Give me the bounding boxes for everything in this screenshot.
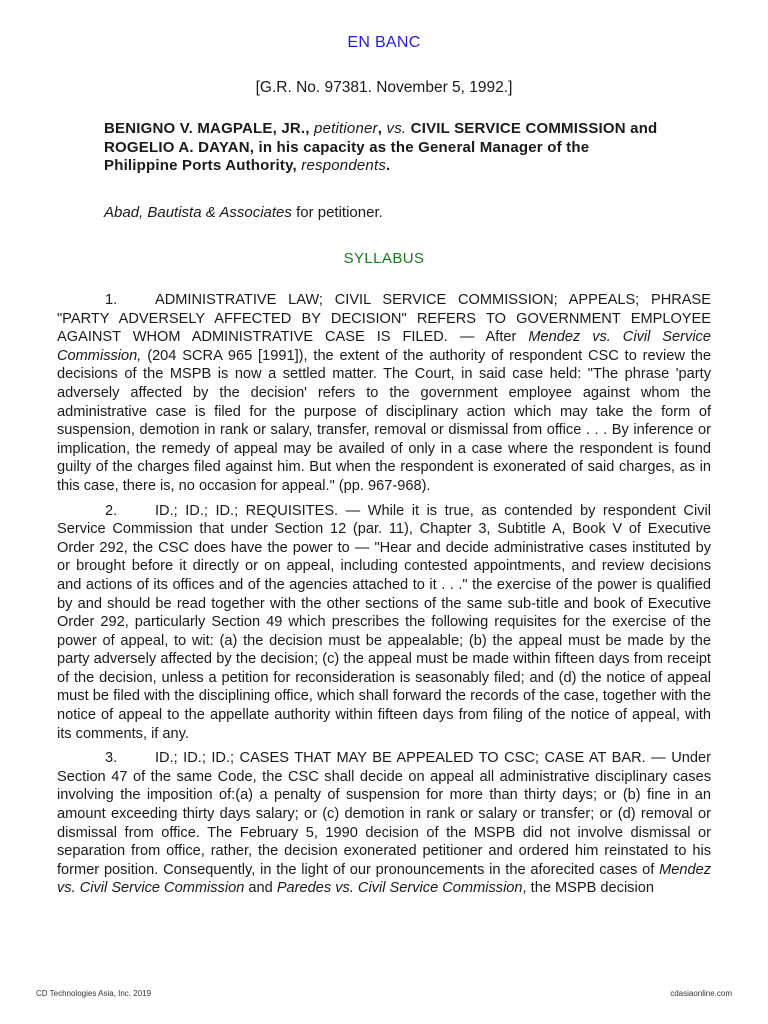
gr-number: [G.R. No. 97381. November 5, 1992.] bbox=[255, 79, 513, 96]
syllabus-item-2 bbox=[57, 502, 711, 744]
item-text: ADMINISTRATIVE LAW; CIVIL SERVICE COMMISSION; APPEALS; PHRASE "PARTY ADVERSELY AFFECTED BY DECISION" REFERS TO GOVERNMENT EMPLOYEE AGAINST WHOM ADMINISTRATIVE CASE IS FILED. — After bbox=[57, 292, 711, 346]
footer-site: cdasiaonline.com bbox=[670, 989, 732, 998]
item-text: , the MSPB decision bbox=[522, 880, 654, 897]
counsel-firm: Abad, Bautista & Associates bbox=[104, 204, 292, 221]
counsel-role: for petitioner. bbox=[296, 204, 383, 221]
division-heading: EN BANC bbox=[347, 34, 421, 51]
case-reference: Mendez vs. Civil Service Commission, bbox=[57, 329, 711, 364]
item-text: ID.; ID.; ID.; REQUISITES. — While it is true, as contended by respondent Civil Service Commission that under Section 12 (par. 11), Chapter 3, Subtitle A, Book V of Executive Order 292, the CSC does have the power to — "Hear and decide administrative cases instituted by or brought before it directly or on appeal, including contested appointments, and review decisions and actions of its offices and of the agencies attached to it . . ." the exercise of the power is qualified by and should be read together with the other sections of the same sub-title and book of Executive Order 292, particularly Section 49 which prescribes the following requisites for the exercise of the power of appeal, to wit: (a) the decision must be appealable; (b) the appeal must be made by the party adversely affected by the decision; (c) the appeal must be made within fifteen days from receipt of the decision, unless a petition for reconsideration is seasonably filed; and (d) the notice of appeal must be filed with the disciplining office, which shall forward the records of the case, together with the notice of appeal to the appellate authority within fifteen days from filing of the notice of appeal, with its comments, if any. bbox=[57, 502, 711, 742]
item-number: 3. bbox=[105, 750, 118, 767]
item-text: ID.; ID.; ID.; CASES THAT MAY BE APPEALED TO CSC; CASE AT BAR. — Under Section 47 of the same Code, the CSC shall decide on appeal all administrative disciplinary cases involving the imposition of:(a) a penalty of suspension for more than thirty days; or (b) fine in an amount exceeding thirty days salary; or (c) demotion in rank or salary or transfer; or (d) removal or dismissal from office. The February 5, 1990 decision of the MSPB did not involve dismissal or separation from office, rather, the decision exonerated petitioner and ordered him reinstated to his former position. Consequently, in the light of our pronouncements in the aforecited cases of bbox=[57, 750, 711, 878]
versus: vs. bbox=[386, 120, 407, 137]
syllabus-item-1 bbox=[57, 291, 711, 496]
item-number: 1. bbox=[105, 292, 118, 308]
respondents-role: respondents bbox=[301, 157, 387, 174]
footer-copyright: CD Technologies Asia, Inc. 2019 bbox=[36, 989, 152, 998]
syllabus-item-3 bbox=[57, 749, 711, 898]
syllabus-body bbox=[57, 291, 711, 904]
petitioner-name: BENIGNO V. MAGPALE, JR., bbox=[104, 120, 310, 137]
syllabus-heading: SYLLABUS bbox=[343, 250, 425, 267]
counsel-line bbox=[104, 204, 383, 221]
item-joiner: and bbox=[248, 880, 273, 897]
petitioner-role: petitioner bbox=[314, 120, 378, 137]
respondents-text: CIVIL SERVICE COMMISSION and ROGELIO A. DAYAN, in his capacity as the General Manager of the Philippine Ports Authority, bbox=[104, 120, 658, 174]
case-caption: BENIGNO V. MAGPALE, JR., petitioner, vs. CIVIL SERVICE COMMISSION and ROGELIO A. DAYAN, in his capacity as the General Manager of the Philippine Ports Authority, respondents. bbox=[104, 120, 658, 174]
item-text: (204 SCRA 965 [1991]), the extent of the authority of respondent CSC to review the decisions of the MSPB is now a settled matter. The Court, in said case held: "The phrase 'party adversely affected by the decision' refers to the government employee against whom the administrative case is filed for the purpose of disciplinary action which may take the form of suspension, demotion in rank or salary, transfer, removal or dismissal from office . . . By inference or implication, the remedy of appeal may be availed of only in a case where the respondent is found guilty of the charges filed against him. But when the respondent is exonerated of said charges, as in this case, there is, no occasion for appeal." (pp. 967-968). bbox=[57, 347, 711, 494]
case-reference: Paredes vs. Civil Service Commission bbox=[276, 880, 523, 897]
case-reference: Mendez vs. Civil Service Commission bbox=[57, 861, 711, 897]
item-number: 2. bbox=[105, 502, 118, 519]
